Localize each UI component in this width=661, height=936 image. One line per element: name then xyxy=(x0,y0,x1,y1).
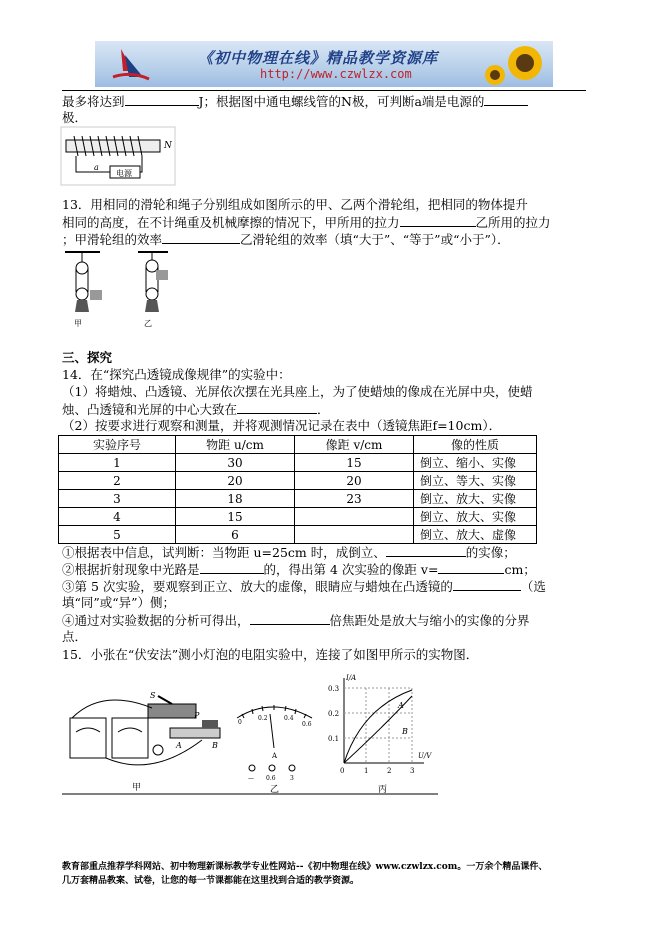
svg-text:0.4: 0.4 xyxy=(284,715,294,722)
svg-text:—: — xyxy=(248,775,254,782)
svg-text:a: a xyxy=(94,163,99,172)
q14-blank-5[interactable] xyxy=(453,578,521,591)
q14-line2: （1）将蜡烛、凸透镜、光屏依次摆在光具座上，为了使蜡烛的像成在光屏中央，使蜡 xyxy=(62,384,533,399)
header-banner xyxy=(95,41,553,87)
q14-sub4-cont: 点． xyxy=(62,629,88,644)
table-row: 5 6 倒立、放大、虚像 xyxy=(59,526,537,544)
svg-text:0.1: 0.1 xyxy=(328,735,340,743)
q13-line3: ；甲滑轮组的效率 乙滑轮组的效率（填“大于”、“等于”或“小于”）． xyxy=(62,232,510,247)
svg-text:电源: 电源 xyxy=(116,169,132,178)
svg-text:B: B xyxy=(212,741,218,750)
q14-sub3-cont: 填“同”或“异”）侧； xyxy=(62,595,176,610)
q14-sub1: ①根据表中信息，试判断：当物距 u=25cm 时，成倒立、 的实像； xyxy=(62,545,516,560)
data-table xyxy=(58,435,537,544)
svg-text:I/A: I/A xyxy=(346,674,357,682)
svg-text:0.6: 0.6 xyxy=(266,775,276,782)
circuit-diagram xyxy=(70,691,220,793)
svg-text:甲: 甲 xyxy=(132,783,142,793)
iv-graph xyxy=(328,674,432,795)
q12-blank-2[interactable] xyxy=(484,93,528,106)
svg-text:0.3: 0.3 xyxy=(328,685,340,693)
solenoid-figure xyxy=(60,126,180,188)
q14-sub2: ②根据折射现象中光路是 的，得出第 4 次实验的像距 v= cm； xyxy=(62,562,536,577)
q13-blank-2[interactable] xyxy=(162,231,240,244)
svg-text:S: S xyxy=(150,691,156,700)
q13-line1: 13．用相同的滑轮和绳子分别组成如图所示的甲、乙两个滑轮组，把相同的物体提升 xyxy=(62,197,528,212)
header-cell: 物距 u/cm xyxy=(176,436,295,454)
svg-text:0: 0 xyxy=(238,719,242,726)
q14-sub3: ③第 5 次实验，要观察到正立、放大的虚像，眼睛应与蜡烛在凸透镜的 （选 xyxy=(62,579,546,594)
q14-blank-3[interactable] xyxy=(200,561,264,574)
q12-line1: 最多将达到 J；根据图中通电螺线管的N极，可判断a端是电源的 xyxy=(62,93,528,110)
svg-text:0.2: 0.2 xyxy=(328,710,340,718)
footer-line2: 几万套精品教案、试卷，让您的每一节课都能在这里找到合适的教学资源。 xyxy=(62,876,360,886)
table-row: 1 30 15 倒立、缩小、实像 xyxy=(59,454,537,472)
banner-url: http://www.czwlzx.com xyxy=(260,67,412,81)
page-footer xyxy=(62,860,602,888)
svg-text:0.2: 0.2 xyxy=(258,715,268,722)
logo-icon xyxy=(103,41,163,87)
svg-text:乙: 乙 xyxy=(270,785,280,795)
q14-blank-6[interactable] xyxy=(250,612,330,625)
table-row: 4 15 倒立、放大、实像 xyxy=(59,508,537,526)
table-row: 2 20 20 倒立、等大、实像 xyxy=(59,472,537,490)
svg-text:A: A xyxy=(272,752,278,760)
svg-text:0: 0 xyxy=(340,767,345,775)
svg-text:P: P xyxy=(194,711,200,720)
header-rule xyxy=(62,90,586,91)
q14-line3: 烛、凸透镜和光屏的中心大致在 ． xyxy=(62,402,330,417)
section-heading: 三、探究 xyxy=(62,350,113,365)
svg-text:0.6: 0.6 xyxy=(302,721,312,728)
svg-text:3: 3 xyxy=(290,775,294,782)
svg-text:N: N xyxy=(164,141,172,151)
svg-text:U/V: U/V xyxy=(418,752,432,760)
q14-blank-2[interactable] xyxy=(386,544,466,557)
footer-line1: 教育部重点推荐学科网站、初中物理新课标教学专业性网站--《初中物理在线》www.czwlzx.com。一万余个精品课件、 xyxy=(62,862,548,872)
svg-text:乙: 乙 xyxy=(144,319,152,328)
q15-line1: 15．小张在“伏安法”测小灯泡的电阻实验中，连接了如图甲所示的实物图． xyxy=(62,647,479,662)
svg-text:A: A xyxy=(176,741,182,750)
q12-blank-1[interactable] xyxy=(125,93,199,106)
header-cell: 实验序号 xyxy=(59,436,176,454)
svg-text:B: B xyxy=(402,727,408,736)
q13-blank-1[interactable] xyxy=(400,214,476,227)
svg-text:2: 2 xyxy=(387,767,392,775)
table-row: 3 18 23 倒立、放大、实像 xyxy=(59,490,537,508)
q14-blank-4[interactable] xyxy=(438,561,504,574)
q14-blank-1[interactable] xyxy=(237,401,317,414)
circuit-figures xyxy=(62,668,442,798)
table-header-row xyxy=(59,436,537,454)
svg-text:3: 3 xyxy=(410,767,415,775)
svg-text:甲: 甲 xyxy=(74,319,82,328)
header-cell: 像的性质 xyxy=(414,436,537,454)
q14-line1: 14．在“探究凸透镜成像规律”的实验中： xyxy=(62,367,291,382)
svg-text:丙: 丙 xyxy=(378,785,388,795)
banner-title: 《初中物理在线》精品教学资源库 xyxy=(198,49,439,67)
q14-line4: （2）按要求进行观察和测量，并将观测情况记录在表中（透镜焦距f=10cm）． xyxy=(62,418,502,433)
q12-line2: 极． xyxy=(62,110,88,125)
ammeter-dial xyxy=(237,705,312,795)
svg-text:A: A xyxy=(398,701,404,710)
sunflower-icon xyxy=(485,41,553,87)
header-cell: 像距 v/cm xyxy=(295,436,414,454)
svg-text:1: 1 xyxy=(364,767,369,775)
q13-line2: 相同的高度，在不计绳重及机械摩擦的情况下，甲所用的拉力 乙所用的拉力 xyxy=(62,215,551,230)
pulley-figure xyxy=(60,248,170,328)
q14-sub4: ④通过对实验数据的分析可得出， 倍焦距处是放大与缩小的实像的分界 xyxy=(62,613,530,628)
